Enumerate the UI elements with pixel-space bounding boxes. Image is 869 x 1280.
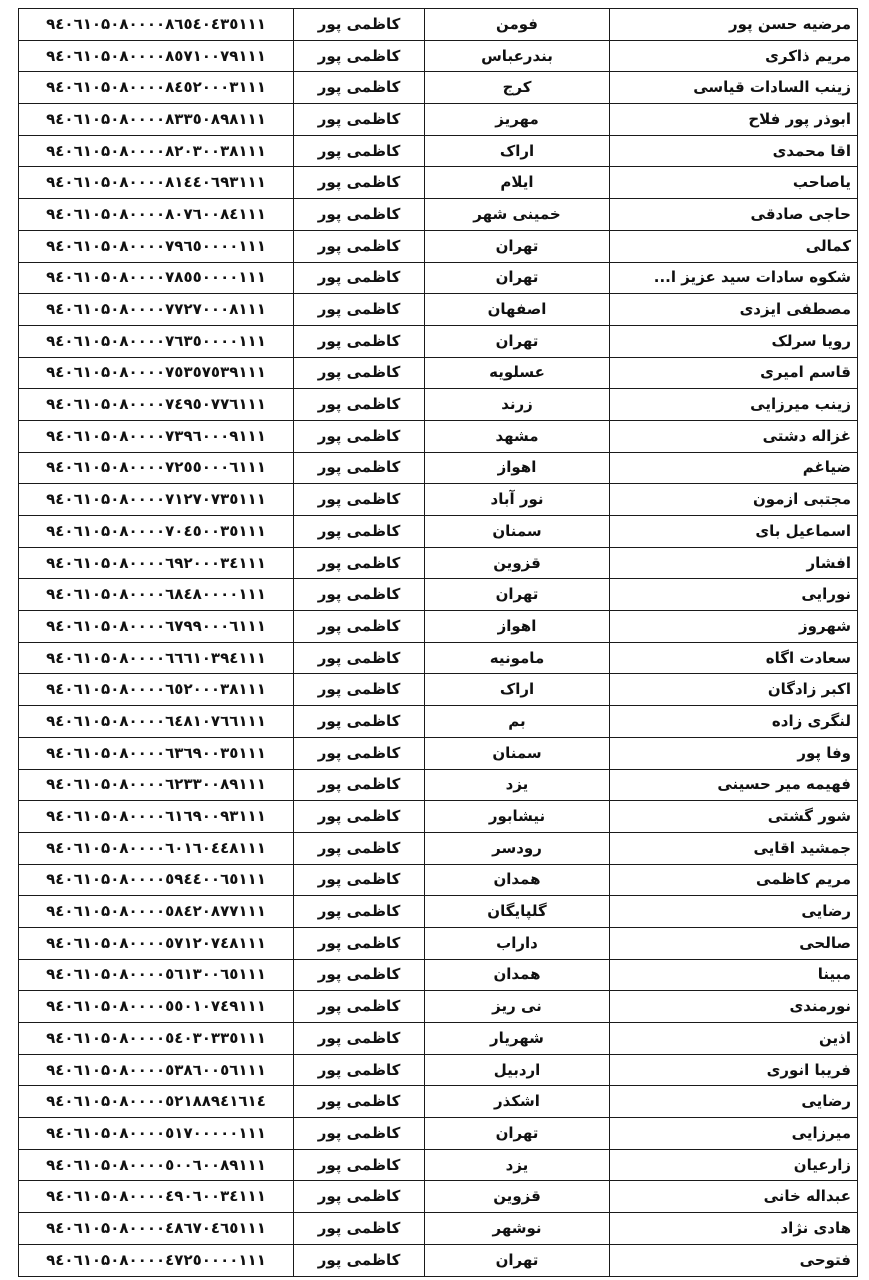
account-number-cell: ۹٤۰٦۱۰۵۰۸۰۰۰۰٥۳۸٦۰۰٥٦۱۱۱	[19, 1054, 294, 1086]
surname-cell: کاظمی پور	[294, 1086, 425, 1118]
account-number-cell: ۹٤۰٦۱۰۵۰۸۰۰۰۰۸۲۰۳۰۰۳۸۱۱۱	[19, 135, 294, 167]
city-cell: اشکذر	[425, 1086, 610, 1118]
name-cell: کمالی	[610, 230, 858, 262]
table-row	[19, 1054, 858, 1086]
account-number-cell: ۹٤۰٦۱۰۵۰۸۰۰۰۰٥٥۰۱۰۷٤۹۱۱۱	[19, 991, 294, 1023]
account-number-cell: ۹٤۰٦۱۰۵۰۸۰۰۰۰۷۰٤٥۰۰۳٥۱۱۱	[19, 516, 294, 548]
city-cell: تهران	[425, 262, 610, 294]
surname-cell: کاظمی پور	[294, 72, 425, 104]
name-cell: یاصاحب	[610, 167, 858, 199]
account-number-cell: ۹٤۰٦۱۰۵۰۸۰۰۰۰۷۲٥٥۰۰۰٦۱۱۱	[19, 452, 294, 484]
surname-cell: کاظمی پور	[294, 452, 425, 484]
table-row	[19, 959, 858, 991]
city-cell: رودسر	[425, 832, 610, 864]
city-cell: اراک	[425, 674, 610, 706]
city-cell: نور آباد	[425, 484, 610, 516]
table-row	[19, 484, 858, 516]
table-row	[19, 579, 858, 611]
name-cell: ضیاغم	[610, 452, 858, 484]
table-row	[19, 991, 858, 1023]
table-row	[19, 737, 858, 769]
surname-cell: کاظمی پور	[294, 927, 425, 959]
account-number-cell: ۹٤۰٦۱۰۵۰۸۰۰۰۰٦۰۱٦۰٤٤۸۱۱۱	[19, 832, 294, 864]
surname-cell: کاظمی پور	[294, 135, 425, 167]
name-cell: فریبا انوری	[610, 1054, 858, 1086]
name-cell: لنگری زاده	[610, 706, 858, 738]
table-row	[19, 1118, 858, 1150]
account-number-cell: ۹٤۰٦۱۰۵۰۸۰۰۰۰٥٤۰۳۰۳۳٥۱۱۱	[19, 1023, 294, 1055]
account-number-cell: ۹٤۰٦۱۰۵۰۸۰۰۰۰٦٦٦۱۰۳۹٤۱۱۱	[19, 642, 294, 674]
city-cell: یزد	[425, 769, 610, 801]
city-cell: مشهد	[425, 420, 610, 452]
name-cell: سعادت اگاه	[610, 642, 858, 674]
surname-cell: کاظمی پور	[294, 706, 425, 738]
city-cell: تهران	[425, 230, 610, 262]
account-number-cell: ۹٤۰٦۱۰۵۰۸۰۰۰۰٦۲۳۳۰۰۸۹۱۱۱	[19, 769, 294, 801]
name-cell: حاجی صادقی	[610, 199, 858, 231]
name-cell: مبینا	[610, 959, 858, 991]
city-cell: نوشهر	[425, 1213, 610, 1245]
account-number-cell: ۹٤۰٦۱۰۵۰۸۰۰۰۰٦۹۲۰۰۰۳٤۱۱۱	[19, 547, 294, 579]
surname-cell: کاظمی پور	[294, 896, 425, 928]
surname-cell: کاظمی پور	[294, 1023, 425, 1055]
surname-cell: کاظمی پور	[294, 230, 425, 262]
table-row	[19, 1023, 858, 1055]
name-cell: صالحی	[610, 927, 858, 959]
surname-cell: کاظمی پور	[294, 294, 425, 326]
table-row	[19, 452, 858, 484]
table-row	[19, 1149, 858, 1181]
surname-cell: کاظمی پور	[294, 1118, 425, 1150]
account-number-cell: ۹٤۰٦۱۰۵۰۸۰۰۰۰٥۷۱۲۰۷٤۸۱۱۱	[19, 927, 294, 959]
account-number-cell: ۹٤۰٦۱۰۵۰۸۰۰۰۰۷٦۳٥۰۰۰۰۱۱۱	[19, 325, 294, 357]
surname-cell: کاظمی پور	[294, 769, 425, 801]
account-number-cell: ۹٤۰٦۱۰۵۰۸۰۰۰۰٦۸٤۸۰۰۰۰۱۱۱	[19, 579, 294, 611]
city-cell: مهریز	[425, 104, 610, 136]
surname-cell: کاظمی پور	[294, 9, 425, 41]
account-number-cell: ۹٤۰٦۱۰۵۰۸۰۰۰۰٥۸٤۲۰۸۷۷۱۱۱	[19, 896, 294, 928]
account-number-cell: ۹٤۰٦۱۰۵۰۸۰۰۰۰۷٤۹٥۰۷۷٦۱۱۱	[19, 389, 294, 421]
name-cell: مریم ذاکری	[610, 40, 858, 72]
surname-cell: کاظمی پور	[294, 611, 425, 643]
account-number-cell: ۹٤۰٦۱۰۵۰۸۰۰۰۰٦٥۲۰۰۰۳۸۱۱۱	[19, 674, 294, 706]
city-cell: بندرعباس	[425, 40, 610, 72]
account-number-cell: ۹٤۰٦۱۰۵۰۸۰۰۰۰۸٥۷۱۰۰۷۹۱۱۱	[19, 40, 294, 72]
table-row	[19, 389, 858, 421]
account-number-cell: ۹٤۰٦۱۰۵۰۸۰۰۰۰٥۰۰٦۰۰۸۹۱۱۱	[19, 1149, 294, 1181]
surname-cell: کاظمی پور	[294, 1149, 425, 1181]
name-cell: نورایی	[610, 579, 858, 611]
city-cell: تهران	[425, 325, 610, 357]
table-row	[19, 769, 858, 801]
city-cell: اردبیل	[425, 1054, 610, 1086]
table-row	[19, 104, 858, 136]
city-cell: زرند	[425, 389, 610, 421]
city-cell: اصفهان	[425, 294, 610, 326]
city-cell: همدان	[425, 864, 610, 896]
name-cell: اکبر زادگان	[610, 674, 858, 706]
account-number-cell: ۹٤۰٦۱۰۵۰۸۰۰۰۰۷٥۳٥۷٥۳۹۱۱۱	[19, 357, 294, 389]
account-number-cell: ۹٤۰٦۱۰۵۰۸۰۰۰۰۸۳۳٥۰۸۹۸۱۱۱	[19, 104, 294, 136]
name-cell: رضایی	[610, 896, 858, 928]
account-number-cell: ۹٤۰٦۱۰۵۰۸۰۰۰۰٤۹۰٦۰۰۳٤۱۱۱	[19, 1181, 294, 1213]
name-cell: هادی نژاد	[610, 1213, 858, 1245]
name-cell: رویا سرلک	[610, 325, 858, 357]
surname-cell: کاظمی پور	[294, 959, 425, 991]
table-row	[19, 896, 858, 928]
account-number-cell: ۹٤۰٦۱۰۵۰۸۰۰۰۰۷۹٦٥۰۰۰۰۱۱۱	[19, 230, 294, 262]
surname-cell: کاظمی پور	[294, 389, 425, 421]
city-cell: گلپایگان	[425, 896, 610, 928]
table-row	[19, 40, 858, 72]
surname-cell: کاظمی پور	[294, 104, 425, 136]
surname-cell: کاظمی پور	[294, 40, 425, 72]
city-cell: اراک	[425, 135, 610, 167]
city-cell: تهران	[425, 579, 610, 611]
table-row	[19, 294, 858, 326]
account-number-cell: ۹٤۰٦۱۰۵۰۸۰۰۰۰٥۲۱۸۸۹٤۱٦۱٤	[19, 1086, 294, 1118]
table-row	[19, 420, 858, 452]
surname-cell: کاظمی پور	[294, 262, 425, 294]
surname-cell: کاظمی پور	[294, 801, 425, 833]
city-cell: تهران	[425, 1118, 610, 1150]
account-number-cell: ۹٤۰٦۱۰۵۰۸۰۰۰۰۷۳۹٦۰۰۰۹۱۱۱	[19, 420, 294, 452]
city-cell: تهران	[425, 1244, 610, 1276]
table-row	[19, 199, 858, 231]
table-row	[19, 801, 858, 833]
table-row	[19, 1181, 858, 1213]
account-number-cell: ۹٤۰٦۱۰۵۰۸۰۰۰۰۷۱۲۷۰۷۳٥۱۱۱	[19, 484, 294, 516]
name-cell: اقا محمدی	[610, 135, 858, 167]
city-cell: عسلویه	[425, 357, 610, 389]
table-row	[19, 167, 858, 199]
name-cell: رضایی	[610, 1086, 858, 1118]
account-number-cell: ۹٤۰٦۱۰۵۰۸۰۰۰۰۷۷۲۷۰۰۰۸۱۱۱	[19, 294, 294, 326]
surname-cell: کاظمی پور	[294, 516, 425, 548]
name-cell: مرضیه حسن پور	[610, 9, 858, 41]
name-cell: افشار	[610, 547, 858, 579]
surname-cell: کاظمی پور	[294, 737, 425, 769]
surname-cell: کاظمی پور	[294, 1213, 425, 1245]
account-number-cell: ۹٤۰٦۱۰۵۰۸۰۰۰۰٦۷۹۹۰۰۰٦۱۱۱	[19, 611, 294, 643]
table-row	[19, 135, 858, 167]
surname-cell: کاظمی پور	[294, 420, 425, 452]
account-number-cell: ۹٤۰٦۱۰۵۰۸۰۰۰۰۸٦٥٤۰٤۳٥۱۱۱	[19, 9, 294, 41]
table-row	[19, 611, 858, 643]
account-number-cell: ۹٤۰٦۱۰۵۰۸۰۰۰۰٤۸٦۷۰٤٦٥۱۱۱	[19, 1213, 294, 1245]
table-row	[19, 230, 858, 262]
city-cell: اهواز	[425, 611, 610, 643]
surname-cell: کاظمی پور	[294, 167, 425, 199]
account-number-cell: ۹٤۰٦۱۰۵۰۸۰۰۰۰٥۱۷۰۰۰۰۰۱۱۱	[19, 1118, 294, 1150]
table-row	[19, 262, 858, 294]
name-cell: وفا پور	[610, 737, 858, 769]
table-row	[19, 706, 858, 738]
surname-cell: کاظمی پور	[294, 547, 425, 579]
surname-cell: کاظمی پور	[294, 1181, 425, 1213]
name-cell: فهیمه میر حسینی	[610, 769, 858, 801]
city-cell: ایلام	[425, 167, 610, 199]
city-cell: نیشابور	[425, 801, 610, 833]
table-row	[19, 1213, 858, 1245]
surname-cell: کاظمی پور	[294, 325, 425, 357]
name-cell: شور گشتی	[610, 801, 858, 833]
city-cell: اهواز	[425, 452, 610, 484]
account-number-cell: ۹٤۰٦۱۰۵۰۸۰۰۰۰۸۱٤٤۰٦۹۳۱۱۱	[19, 167, 294, 199]
name-cell: اسماعیل بای	[610, 516, 858, 548]
surname-cell: کاظمی پور	[294, 484, 425, 516]
city-cell: نی ریز	[425, 991, 610, 1023]
city-cell: همدان	[425, 959, 610, 991]
table-row	[19, 9, 858, 41]
name-cell: میرزایی	[610, 1118, 858, 1150]
surname-cell: کاظمی پور	[294, 864, 425, 896]
city-cell: مامونیه	[425, 642, 610, 674]
name-cell: زینب السادات قیاسی	[610, 72, 858, 104]
city-cell: داراب	[425, 927, 610, 959]
name-cell: مجتبی ازمون	[610, 484, 858, 516]
city-cell: سمنان	[425, 737, 610, 769]
table-row	[19, 832, 858, 864]
name-cell: مریم کاظمی	[610, 864, 858, 896]
name-cell: غزاله دشتی	[610, 420, 858, 452]
city-cell: یزد	[425, 1149, 610, 1181]
city-cell: سمنان	[425, 516, 610, 548]
surname-cell: کاظمی پور	[294, 1054, 425, 1086]
surname-cell: کاظمی پور	[294, 579, 425, 611]
table-row	[19, 357, 858, 389]
city-cell: قزوین	[425, 1181, 610, 1213]
surname-cell: کاظمی پور	[294, 1244, 425, 1276]
name-cell: زارعیان	[610, 1149, 858, 1181]
name-cell: قاسم امیری	[610, 357, 858, 389]
city-cell: شهریار	[425, 1023, 610, 1055]
city-cell: بم	[425, 706, 610, 738]
name-cell: زینب میرزایی	[610, 389, 858, 421]
surname-cell: کاظمی پور	[294, 357, 425, 389]
account-number-cell: ۹٤۰٦۱۰۵۰۸۰۰۰۰٤۷۲٥۰۰۰۰۱۱۱	[19, 1244, 294, 1276]
account-number-cell: ۹٤۰٦۱۰۵۰۸۰۰۰۰۷۸٥٥۰۰۰۰۱۱۱	[19, 262, 294, 294]
table-row	[19, 927, 858, 959]
surname-cell: کاظمی پور	[294, 199, 425, 231]
name-cell: مصطفی ایزدی	[610, 294, 858, 326]
records-table-body	[19, 9, 858, 1277]
name-cell: شهروز	[610, 611, 858, 643]
name-cell: شکوه سادات سید عزیز ا...	[610, 262, 858, 294]
table-row	[19, 547, 858, 579]
account-number-cell: ۹٤۰٦۱۰۵۰۸۰۰۰۰٦۱٦۹۰۰۹۳۱۱۱	[19, 801, 294, 833]
account-number-cell: ۹٤۰٦۱۰۵۰۸۰۰۰۰۸٤٥۲۰۰۰۳۱۱۱	[19, 72, 294, 104]
table-row	[19, 864, 858, 896]
table-row	[19, 516, 858, 548]
table-row	[19, 1086, 858, 1118]
table-row	[19, 642, 858, 674]
name-cell: نورمندی	[610, 991, 858, 1023]
surname-cell: کاظمی پور	[294, 832, 425, 864]
account-number-cell: ۹٤۰٦۱۰۵۰۸۰۰۰۰٦۳٦۹۰۰۳٥۱۱۱	[19, 737, 294, 769]
table-row	[19, 674, 858, 706]
table-row	[19, 72, 858, 104]
surname-cell: کاظمی پور	[294, 642, 425, 674]
city-cell: فومن	[425, 9, 610, 41]
city-cell: کرج	[425, 72, 610, 104]
surname-cell: کاظمی پور	[294, 991, 425, 1023]
city-cell: قزوین	[425, 547, 610, 579]
account-number-cell: ۹٤۰٦۱۰۵۰۸۰۰۰۰٥٦۱۳۰۰٦٥۱۱۱	[19, 959, 294, 991]
surname-cell: کاظمی پور	[294, 674, 425, 706]
name-cell: فتوحی	[610, 1244, 858, 1276]
table-row	[19, 325, 858, 357]
account-number-cell: ۹٤۰٦۱۰۵۰۸۰۰۰۰۸۰۷٦۰۰۸٤۱۱۱	[19, 199, 294, 231]
name-cell: عبداله خانی	[610, 1181, 858, 1213]
account-number-cell: ۹٤۰٦۱۰۵۰۸۰۰۰۰٦٤۸۱۰۷٦٦۱۱۱	[19, 706, 294, 738]
records-table	[18, 8, 858, 1277]
account-number-cell: ۹٤۰٦۱۰۵۰۸۰۰۰۰٥۹٤٤۰۰٦٥۱۱۱	[19, 864, 294, 896]
name-cell: ابوذر پور فلاح	[610, 104, 858, 136]
city-cell: خمینی شهر	[425, 199, 610, 231]
name-cell: جمشید اقایی	[610, 832, 858, 864]
table-row	[19, 1244, 858, 1276]
name-cell: اذین	[610, 1023, 858, 1055]
